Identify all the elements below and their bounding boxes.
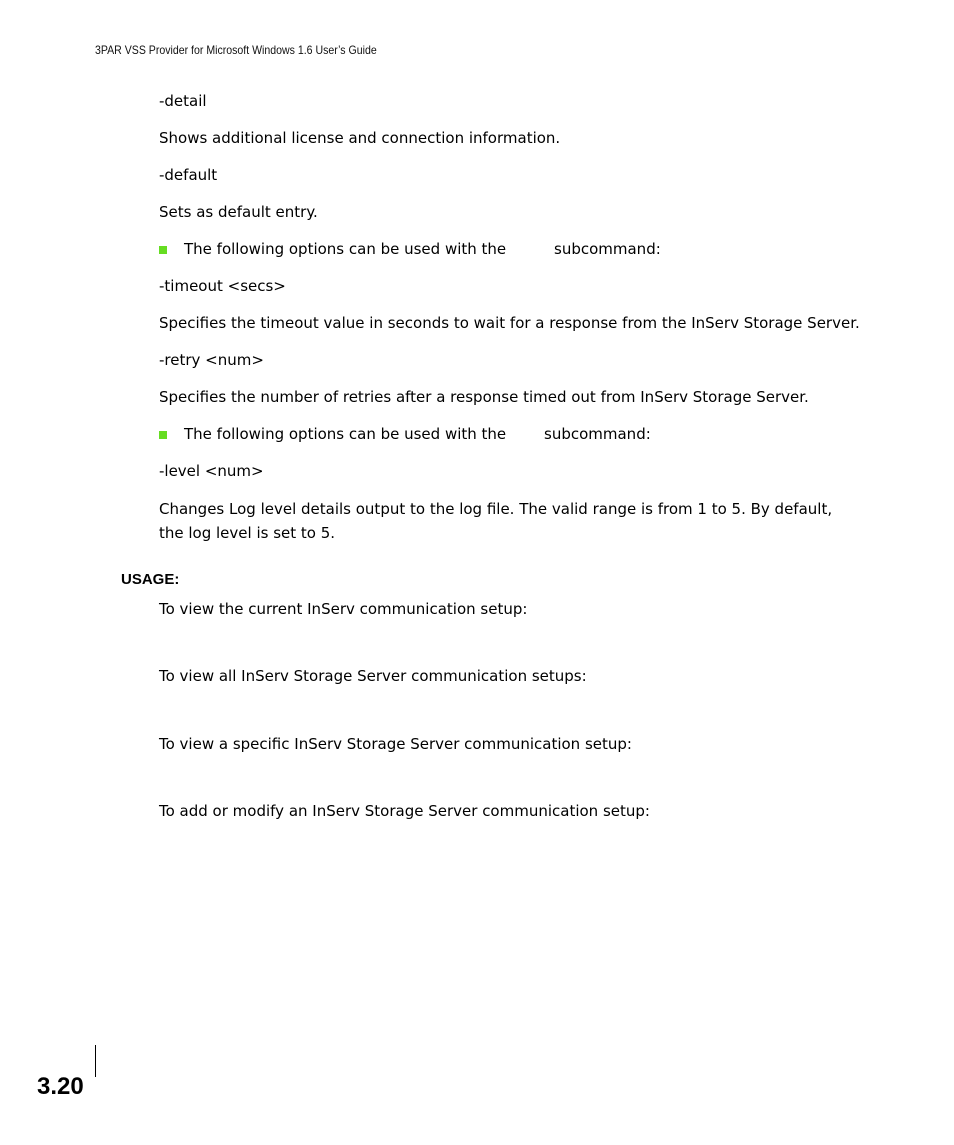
usage-item-4: To add or modify an InServ Storage Server communication setup: <box>159 802 650 820</box>
usage-heading: USAGE: <box>121 571 180 588</box>
option-detail-description: Shows additional license and connection information. <box>159 129 561 147</box>
bullet-text-1b: subcommand: <box>554 240 661 258</box>
option-retry: -retry <num> <box>159 351 264 369</box>
page-number: 3.20 <box>37 1073 84 1100</box>
bullet-square-icon <box>159 246 167 254</box>
bullet-square-icon <box>159 431 167 439</box>
bullet-text-2b: subcommand: <box>544 425 651 443</box>
option-detail: -detail <box>159 92 207 110</box>
option-level: -level <num> <box>159 462 264 480</box>
running-header: 3PAR VSS Provider for Microsoft Windows 1.6 User’s Guide <box>95 43 377 57</box>
usage-item-1: To view the current InServ communication setup: <box>159 600 528 618</box>
usage-item-3: To view a specific InServ Storage Server communication setup: <box>159 735 632 753</box>
option-default-description: Sets as default entry. <box>159 203 318 221</box>
option-retry-description: Specifies the number of retries after a response timed out from InServ Storage Server. <box>159 388 809 406</box>
usage-item-2: To view all InServ Storage Server communication setups: <box>159 667 587 685</box>
option-timeout-description: Specifies the timeout value in seconds to wait for a response from the InServ Storage Server. <box>159 314 860 332</box>
option-timeout: -timeout <secs> <box>159 277 286 295</box>
bullet-text-2a: The following options can be used with the <box>184 425 507 443</box>
option-default: -default <box>159 166 218 184</box>
bullet-text-1a: The following options can be used with the <box>184 240 507 258</box>
page-number-divider <box>95 1045 96 1077</box>
option-level-description: Changes Log level details output to the log file. The valid range is from 1 to 5. By default, the log level is set to 5. <box>159 500 833 542</box>
